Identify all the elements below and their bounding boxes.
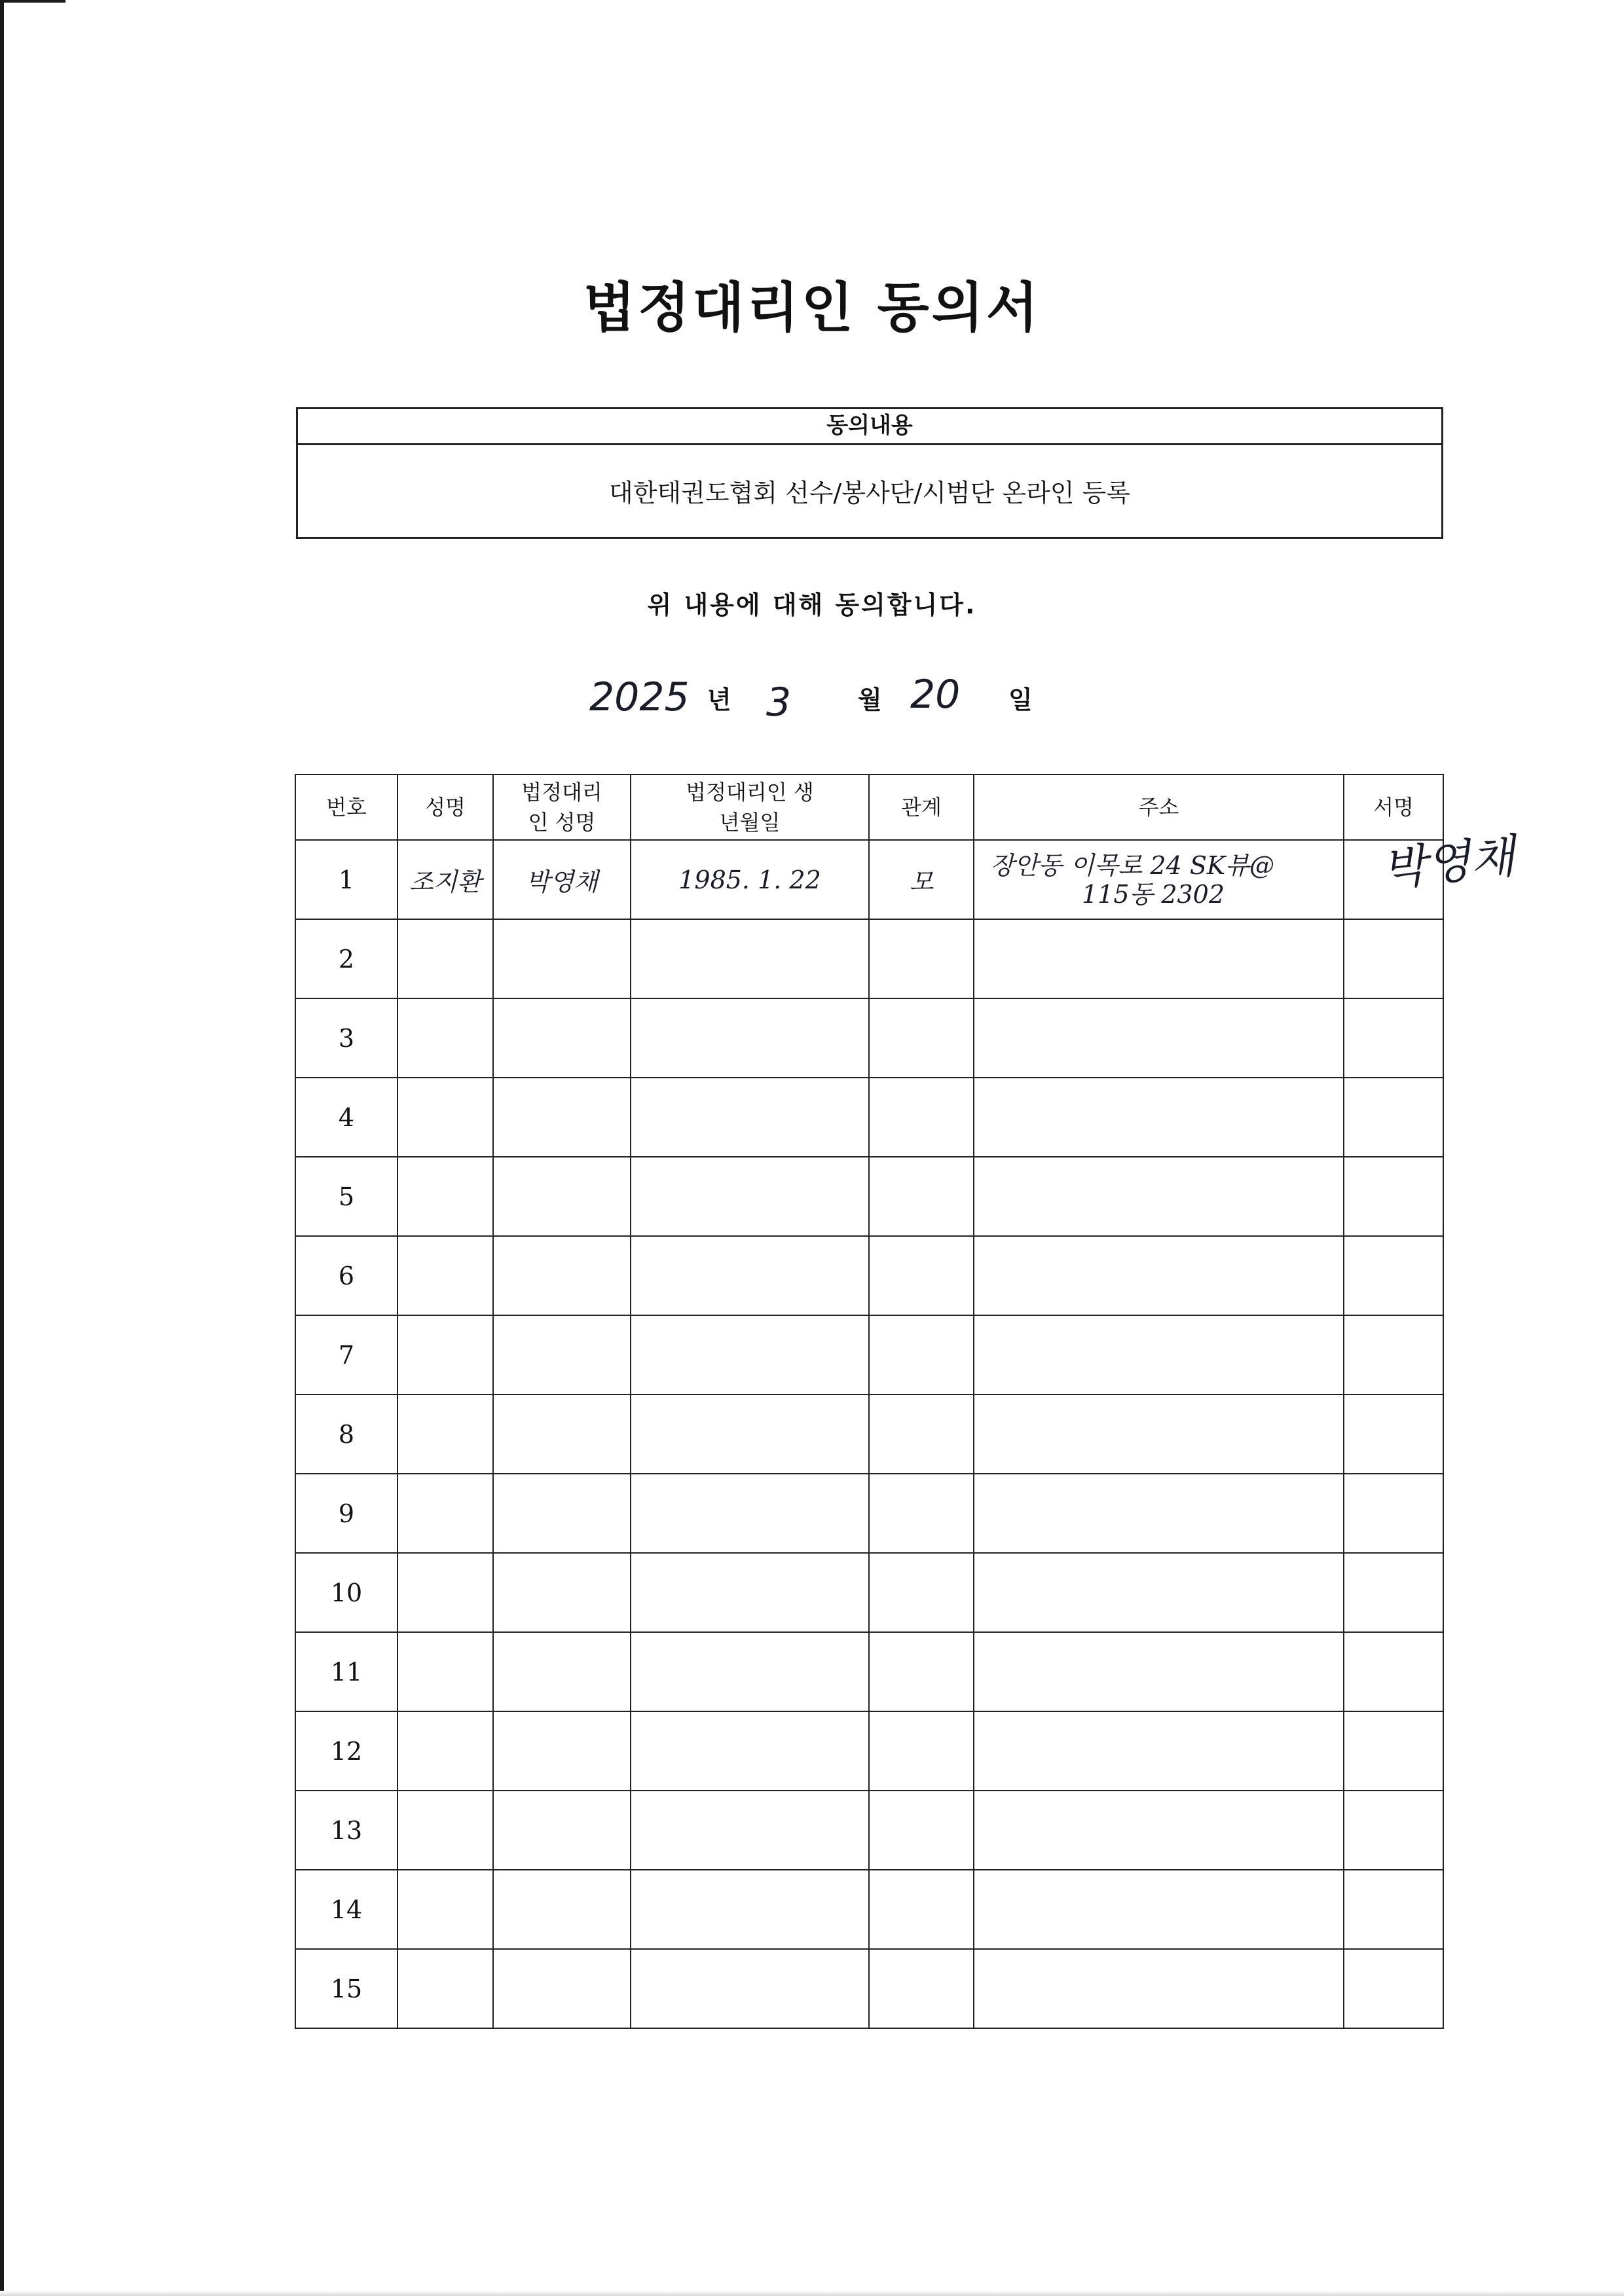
row-guardian-name <box>493 1949 631 2028</box>
row-no: 9 <box>295 1474 397 1553</box>
row-name: 조지환 <box>397 840 493 919</box>
row-signature <box>1344 1236 1443 1315</box>
row-address <box>974 1315 1344 1394</box>
table-row <box>295 1632 1443 1711</box>
row-guardian-name <box>493 1711 631 1791</box>
table-row <box>295 1553 1443 1632</box>
row-guardian-birth <box>631 1870 869 1949</box>
row-signature <box>1344 998 1443 1078</box>
table-row <box>295 919 1443 998</box>
row-address <box>974 1711 1344 1791</box>
row-relation <box>869 1791 974 1870</box>
row-relation <box>869 1474 974 1553</box>
row-relation: 모 <box>869 840 974 919</box>
row-guardian-birth <box>631 1791 869 1870</box>
row-guardian-name <box>493 1791 631 1870</box>
row-signature <box>1344 1711 1443 1791</box>
row-relation <box>869 1711 974 1791</box>
row-no: 14 <box>295 1870 397 1949</box>
table-row <box>295 1078 1443 1157</box>
row-address-line1: 장안동 이목로 24 SK뷰@ <box>990 850 1274 880</box>
header-signature: 서명 <box>1344 774 1443 840</box>
row-address <box>974 1553 1344 1632</box>
row-relation <box>869 1078 974 1157</box>
row-no: 15 <box>295 1949 397 2028</box>
row-guardian-name <box>493 1632 631 1711</box>
row-name <box>397 1711 493 1791</box>
row-name <box>397 1078 493 1157</box>
row-signature <box>1344 1474 1443 1553</box>
row-address <box>974 1870 1344 1949</box>
row-signature <box>1344 1870 1443 1949</box>
row-address <box>974 1078 1344 1157</box>
row-signature <box>1344 1078 1443 1157</box>
row-guardian-name <box>493 919 631 998</box>
row-no: 7 <box>295 1315 397 1394</box>
row-guardian-birth <box>631 1632 869 1711</box>
header-relation: 관계 <box>869 774 974 840</box>
row-name <box>397 998 493 1078</box>
row-no: 5 <box>295 1157 397 1236</box>
row-guardian-birth <box>631 1157 869 1236</box>
row-signature <box>1344 1315 1443 1394</box>
row-guardian-name <box>493 1474 631 1553</box>
header-guardian-birth-text: 법정대리인 생년월일 <box>686 780 814 835</box>
table-row <box>295 1157 1443 1236</box>
date-year: 2025 <box>589 674 690 720</box>
table-row <box>295 840 1443 919</box>
row-guardian-birth <box>631 1711 869 1791</box>
row-name <box>397 1157 493 1236</box>
row-no: 8 <box>295 1394 397 1474</box>
row-guardian-name <box>493 1157 631 1236</box>
row-relation <box>869 1870 974 1949</box>
row-no: 6 <box>295 1236 397 1315</box>
row-guardian-name <box>493 1394 631 1474</box>
row-guardian-birth <box>631 1236 869 1315</box>
row-name <box>397 1632 493 1711</box>
row-name <box>397 1394 493 1474</box>
row-address <box>974 1949 1344 2028</box>
document-title: 법정대리인 동의서 <box>583 277 1041 339</box>
date-day: 20 <box>910 672 961 718</box>
row-guardian-birth <box>631 919 869 998</box>
scan-bottom-edge <box>0 2291 1624 2296</box>
guardian-table <box>295 774 1444 2029</box>
header-guardian-birth <box>631 774 869 840</box>
header-guardian-name-text: 법정대리인 성명 <box>521 780 602 835</box>
table-row <box>295 1870 1443 1949</box>
row-name <box>397 1949 493 2028</box>
row-relation <box>869 1553 974 1632</box>
row-guardian-birth <box>631 998 869 1078</box>
row-guardian-name <box>493 998 631 1078</box>
row-relation <box>869 1236 974 1315</box>
consent-header: 동의내용 <box>298 409 1441 445</box>
row-signature <box>1344 1157 1443 1236</box>
header-guardian-name <box>493 774 631 840</box>
table-row <box>295 1394 1443 1474</box>
row-signature <box>1344 1394 1443 1474</box>
table-row <box>295 1791 1443 1870</box>
row-relation <box>869 1157 974 1236</box>
row-relation <box>869 1632 974 1711</box>
row-guardian-name <box>493 1315 631 1394</box>
table-header-row <box>295 774 1443 840</box>
row-guardian-birth: 1985. 1. 22 <box>631 840 869 919</box>
row-relation <box>869 1949 974 2028</box>
row-guardian-name <box>493 1553 631 1632</box>
row-name <box>397 1553 493 1632</box>
row-address <box>974 998 1344 1078</box>
row-address <box>974 1157 1344 1236</box>
row-name <box>397 1474 493 1553</box>
row-guardian-birth <box>631 1553 869 1632</box>
row-signature <box>1344 1791 1443 1870</box>
row-address <box>974 1791 1344 1870</box>
row-signature <box>1344 1949 1443 2028</box>
row-name <box>397 1791 493 1870</box>
scan-edge-left <box>0 0 4 2296</box>
row-signature <box>1344 1553 1443 1632</box>
scan-edge-top <box>0 0 65 3</box>
row-guardian-birth <box>631 1078 869 1157</box>
date-month: 3 <box>766 680 792 725</box>
table-row <box>295 1711 1443 1791</box>
row-relation <box>869 1315 974 1394</box>
row-signature <box>1344 919 1443 998</box>
handwritten-signature: 박영채 <box>1379 829 1518 897</box>
row-no: 12 <box>295 1711 397 1791</box>
row-no: 13 <box>295 1791 397 1870</box>
row-name <box>397 1236 493 1315</box>
date-year-unit: 년 <box>707 685 731 714</box>
row-no: 1 <box>295 840 397 919</box>
table-row <box>295 1315 1443 1394</box>
date-row <box>583 674 1107 733</box>
row-relation <box>869 998 974 1078</box>
row-no: 10 <box>295 1553 397 1632</box>
table-row <box>295 1474 1443 1553</box>
table-row <box>295 1949 1443 2028</box>
table-row <box>295 1236 1443 1315</box>
row-relation <box>869 919 974 998</box>
consent-box <box>296 407 1443 539</box>
row-guardian-birth <box>631 1394 869 1474</box>
row-no: 3 <box>295 998 397 1078</box>
row-address-line2: 115동 2302 <box>1082 879 1225 909</box>
row-guardian-name <box>493 1236 631 1315</box>
header-name: 성명 <box>397 774 493 840</box>
row-no: 11 <box>295 1632 397 1711</box>
row-guardian-name: 박영채 <box>493 840 631 919</box>
consent-statement: 위 내용에 대해 동의합니다. <box>647 591 977 619</box>
date-day-unit: 일 <box>1008 685 1033 714</box>
row-address <box>974 840 1344 919</box>
row-no: 4 <box>295 1078 397 1157</box>
consent-body: 대한태권도협회 선수/봉사단/시범단 온라인 등록 <box>608 479 1130 507</box>
row-name <box>397 1315 493 1394</box>
row-name <box>397 919 493 998</box>
table-row <box>295 998 1443 1078</box>
row-guardian-birth <box>631 1949 869 2028</box>
row-guardian-name <box>493 1078 631 1157</box>
row-guardian-name <box>493 1870 631 1949</box>
row-address <box>974 1236 1344 1315</box>
row-address <box>974 1632 1344 1711</box>
row-no: 2 <box>295 919 397 998</box>
row-address <box>974 1474 1344 1553</box>
row-address <box>974 919 1344 998</box>
row-guardian-birth <box>631 1474 869 1553</box>
row-guardian-birth <box>631 1315 869 1394</box>
row-signature <box>1344 1632 1443 1711</box>
header-no: 번호 <box>295 774 397 840</box>
row-relation <box>869 1394 974 1474</box>
header-address: 주소 <box>974 774 1344 840</box>
row-name <box>397 1870 493 1949</box>
date-month-unit: 월 <box>858 685 882 714</box>
row-address <box>974 1394 1344 1474</box>
